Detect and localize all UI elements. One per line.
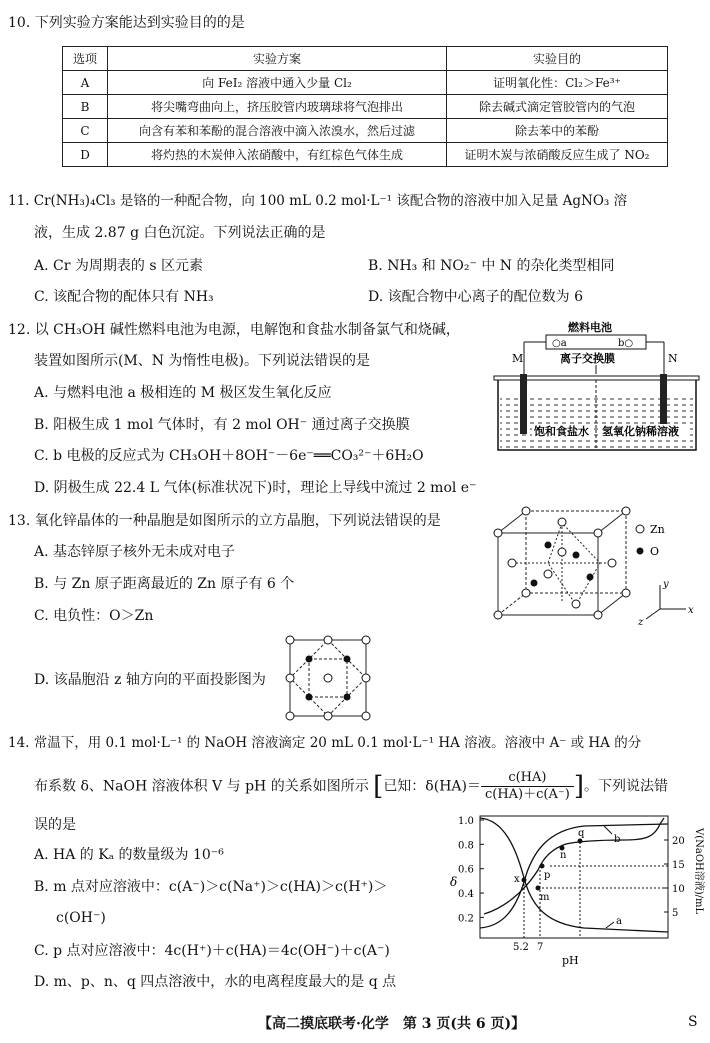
y-left-tick: 0.2: [458, 913, 474, 925]
table-cell: 除去碱式滴定管胶管内的气泡: [447, 95, 668, 119]
point-p: [540, 864, 545, 869]
q11-option-b: B. NH₃ 和 NO₂⁻ 中 N 的杂化类型相同: [368, 258, 615, 274]
table-cell: 证明氧化性：Cl₂＞Fe³⁺: [447, 71, 668, 95]
q11-option-a: A. Cr 为周期表的 s 区元素: [34, 258, 203, 274]
label-p: p: [544, 870, 551, 881]
x-tick-7: 7: [537, 942, 544, 953]
point-x: [522, 878, 527, 883]
curve-label-a: a: [616, 916, 622, 927]
crystal-cell-diagram: [490, 505, 708, 627]
footer-mark: S: [688, 1014, 698, 1030]
table-cell: 向 FeI₂ 溶液中通入少量 Cl₂: [108, 71, 447, 95]
q14-option-b-line2: c(OH⁻): [56, 910, 106, 926]
plot-frame: [480, 816, 668, 938]
y-right-tick: 20: [672, 836, 685, 847]
q12-option-c: C. b 电极的反应式为 CH₃OH＋8OH⁻－6e⁻══CO₃²⁻＋6H₂O: [34, 448, 424, 464]
q14-stem-line3: 误的是: [34, 817, 76, 833]
electrode-m-label: M: [512, 352, 524, 365]
y-right-label: V(NaOH溶液)/mL: [693, 828, 704, 915]
legend-o: O: [650, 545, 660, 558]
q11-option-d: D. 该配合物中心离子的配位数为 6: [368, 289, 583, 305]
header-goal: 实验目的: [447, 47, 668, 71]
y-right-tick: 10: [672, 884, 685, 895]
bracket-close: ]: [573, 771, 584, 802]
q12-option-a: A. 与燃料电池 a 极相连的 M 极区发生氧化反应: [34, 385, 332, 401]
electrode-n-label: N: [668, 352, 678, 365]
q12-stem-line2: 装置如图所示(M、N 为惰性电极)。下列说法错误的是: [34, 353, 370, 369]
q10-stem: 10. 下列实验方案能达到实验目的的是: [8, 15, 245, 31]
table-cell: 向含有苯和苯酚的混合溶液中滴入浓溴水，然后过滤: [108, 119, 447, 143]
label-n: n: [560, 850, 567, 861]
y-left-tick: 1.0: [458, 816, 474, 827]
curve-label-b: b: [614, 834, 621, 845]
table-cell: 证明木炭与浓硝酸反应生成了 NO₂: [447, 143, 668, 167]
q14-stem-tail: 。下列说法错: [583, 778, 668, 795]
fraction-numerator: c(HA): [481, 770, 574, 787]
membrane-label: 离子交换膜: [560, 352, 615, 365]
battery-label: 燃料电池: [568, 321, 612, 334]
axis-x-label: x: [688, 605, 694, 616]
table-row: [63, 95, 668, 119]
point-m: [536, 886, 541, 891]
q14-stem-text: 布系数 δ、NaOH 溶液体积 V 与 pH 的关系如图所示: [34, 778, 369, 795]
y-right-tick: 5: [672, 908, 679, 919]
titration-chart: [444, 808, 708, 968]
x-tick-5.2: 5.2: [513, 942, 529, 953]
q10-table: [62, 46, 668, 167]
table-cell: 将灼热的木炭伸入浓硝酸中，有红棕色气体生成: [108, 143, 447, 167]
axis-z-label: z: [638, 617, 644, 627]
y-left-tick: 0.4: [458, 889, 474, 901]
table-row: [63, 143, 668, 167]
q14-option-d: D. m、p、n、q 四点溶液中，水的电离程度最大的是 q 点: [34, 974, 397, 990]
table-row: [63, 71, 668, 95]
table-cell: B: [63, 95, 108, 119]
q14-option-a: A. HA 的 Kₐ 的数量级为 10⁻⁶: [34, 847, 224, 863]
projection-diagram: [282, 632, 374, 724]
y-left-label: δ: [450, 875, 458, 889]
right-solution-label: 氢氧化钠稀溶液: [602, 425, 679, 438]
electrode-m: [520, 374, 527, 434]
table-cell: 将尖嘴弯曲向上，挤压胶管内玻璃球将气泡排出: [108, 95, 447, 119]
q13-stem: 13. 氧化锌晶体的一种晶胞是如图所示的立方晶胞，下列说法错误的是: [8, 513, 441, 529]
x-axis-label: pH: [562, 954, 579, 967]
q14-stem-line1: 14. 常温下，用 0.1 mol·L⁻¹ 的 NaOH 溶液滴定 20 mL 0.1 mol·L⁻¹ HA 溶液。溶液中 A⁻ 或 HA 的分: [8, 735, 642, 751]
page-footer: 【高二摸底联考·化学 第 3 页(共 6 页)】: [258, 1016, 526, 1032]
q14-known: 已知：δ(HA)＝: [383, 778, 481, 795]
q13-option-c: C. 电负性：O＞Zn: [34, 608, 154, 624]
left-solution-label: 饱和食盐水: [534, 425, 589, 438]
pole-a: ○a: [552, 338, 567, 349]
q11-stem-line2: 液，生成 2.87 g 白色沉淀。下列说法正确的是: [34, 225, 326, 241]
table-row: [63, 119, 668, 143]
curve-delta-ha: [480, 818, 668, 932]
q12-stem-line1: 12. 以 CH₃OH 碱性燃料电池为电源，电解饱和食盐水制备氯气和烧碱，: [8, 322, 460, 338]
axis-y-label: y: [663, 579, 669, 590]
q11-option-c: C. 该配合物的配体只有 NH₃: [34, 289, 214, 305]
y-left-tick: 0.6: [458, 864, 474, 876]
bracket-open: [: [373, 771, 384, 802]
table-cell: A: [63, 71, 108, 95]
q12-option-b: B. 阳极生成 1 mol 气体时，有 2 mol OH⁻ 通过离子交换膜: [34, 417, 410, 433]
fraction-denominator: c(HA)＋c(A⁻): [484, 787, 570, 802]
table-cell: D: [63, 143, 108, 167]
q14-option-c: C. p 点对应溶液中：4c(H⁺)＋c(HA)＝4c(OH⁻)＋c(A⁻): [34, 943, 390, 959]
label-q: q: [578, 828, 585, 839]
label-x: x: [514, 874, 520, 885]
q12-option-d: D. 阴极生成 22.4 L 气体(标准状况下)时，理论上导线中流过 2 mol e⁻: [34, 480, 477, 496]
q13-option-b: B. 与 Zn 原子距离最近的 Zn 原子有 6 个: [34, 576, 295, 592]
table-cell: C: [63, 119, 108, 143]
pole-b: b○: [618, 338, 634, 349]
q14-stem-line2: [34, 770, 668, 803]
label-m: m: [540, 892, 550, 903]
q14-option-b-line1: B. m 点对应溶液中：c(A⁻)＞c(Na⁺)＞c(HA)＞c(H⁺)＞: [34, 879, 388, 895]
y-left-tick: 0.8: [458, 840, 474, 852]
electrolysis-diagram: [490, 318, 705, 453]
q11-stem-line1: 11. Cr(NH₃)₄Cl₃ 是铬的一种配合物，向 100 mL 0.2 mol·L⁻¹ 该配合物的溶液中加入足量 AgNO₃ 溶: [8, 193, 628, 209]
header-option: 选项: [63, 47, 108, 71]
table-cell: 除去苯中的苯酚: [447, 119, 668, 143]
point-q: [578, 839, 583, 844]
header-plan: 实验方案: [108, 47, 447, 71]
q13-option-a: A. 基态锌原子核外无未成对电子: [34, 544, 236, 560]
y-right-tick: 15: [672, 860, 685, 871]
table-header-row: [63, 47, 668, 71]
q13-option-d: D. 该晶胞沿 z 轴方向的平面投影图为: [34, 672, 266, 688]
fraction: [481, 770, 574, 803]
legend-zn: Zn: [650, 523, 665, 536]
